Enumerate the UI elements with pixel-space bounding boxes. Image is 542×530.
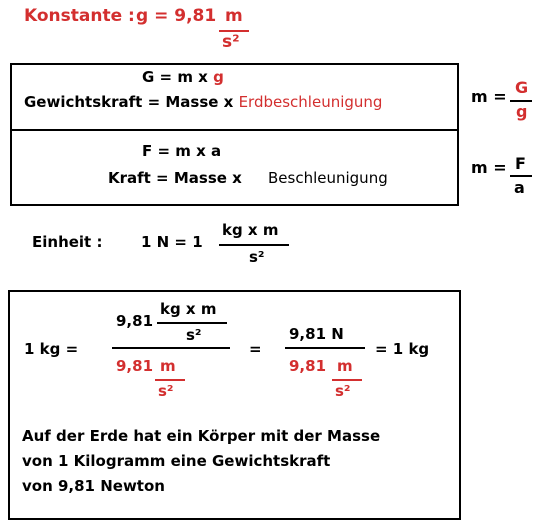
einheit-numerator: kg x m bbox=[222, 221, 279, 239]
big-denominator-unit-num: m bbox=[160, 357, 176, 375]
side1-left: m = bbox=[471, 87, 507, 106]
gewichtskraft-formula-g: g bbox=[213, 68, 224, 86]
kraft-formula: F = m x a bbox=[142, 142, 222, 160]
big-fraction-bar bbox=[112, 347, 230, 349]
side2-numerator: F bbox=[515, 154, 526, 173]
gewichtskraft-text-left: Gewichtskraft = Masse x bbox=[24, 93, 234, 111]
herleitung-result: = 1 kg bbox=[375, 340, 430, 358]
side1-numerator: G bbox=[515, 78, 529, 97]
mid-fraction-bar bbox=[285, 347, 365, 349]
big-denominator-unit-den: s² bbox=[158, 382, 174, 400]
gewichtskraft-text-red: Erdbeschleunigung bbox=[238, 93, 383, 111]
einheit-expression: 1 N = 1 bbox=[141, 233, 203, 251]
side1-denominator: g bbox=[516, 102, 528, 121]
einheit-denominator: s² bbox=[249, 248, 265, 266]
mid-denominator-unit-den: s² bbox=[335, 382, 351, 400]
gewichtskraft-formula-text: G = m x bbox=[142, 68, 208, 86]
side2-denominator: a bbox=[514, 178, 525, 197]
kraft-text-right: Beschleunigung bbox=[268, 169, 388, 187]
side2-fraction-bar bbox=[510, 175, 532, 177]
kraft-text-left: Kraft = Masse x bbox=[108, 169, 242, 187]
big-denominator-value: 9,81 bbox=[116, 357, 154, 375]
konstante-label: Konstante : bbox=[24, 6, 135, 26]
side2-left: m = bbox=[471, 158, 507, 177]
text-line-3: von 9,81 Newton bbox=[22, 477, 165, 495]
big-numerator-value: 9,81 bbox=[116, 312, 154, 330]
mid-denominator-unit-bar bbox=[332, 379, 362, 381]
mid-denominator-unit-num: m bbox=[337, 357, 353, 375]
herleitung-equals: = bbox=[249, 340, 262, 358]
konstante-unit-denominator: s² bbox=[222, 32, 240, 52]
einheit-fraction-bar bbox=[219, 244, 289, 246]
gewichtskraft-text bbox=[24, 93, 382, 111]
gewichtskraft-formula bbox=[142, 68, 224, 86]
text-line-1: Auf der Erde hat ein Körper mit der Masse bbox=[22, 427, 381, 445]
konstante-unit-numerator: m bbox=[225, 6, 243, 26]
big-numerator-unit-bar bbox=[157, 322, 227, 324]
kraft-box bbox=[10, 129, 459, 206]
einheit-label: Einheit : bbox=[32, 233, 103, 251]
herleitung-left: 1 kg = bbox=[24, 340, 79, 358]
big-numerator-unit-den: s² bbox=[186, 326, 202, 344]
mid-numerator: 9,81 N bbox=[289, 325, 344, 343]
big-numerator-unit-num: kg x m bbox=[160, 300, 217, 318]
text-line-2: von 1 Kilogramm eine Gewichtskraft bbox=[22, 452, 331, 470]
big-denominator-unit-bar bbox=[155, 379, 185, 381]
mid-denominator-value: 9,81 bbox=[289, 357, 327, 375]
konstante-expression: g = 9,81 bbox=[136, 6, 217, 26]
